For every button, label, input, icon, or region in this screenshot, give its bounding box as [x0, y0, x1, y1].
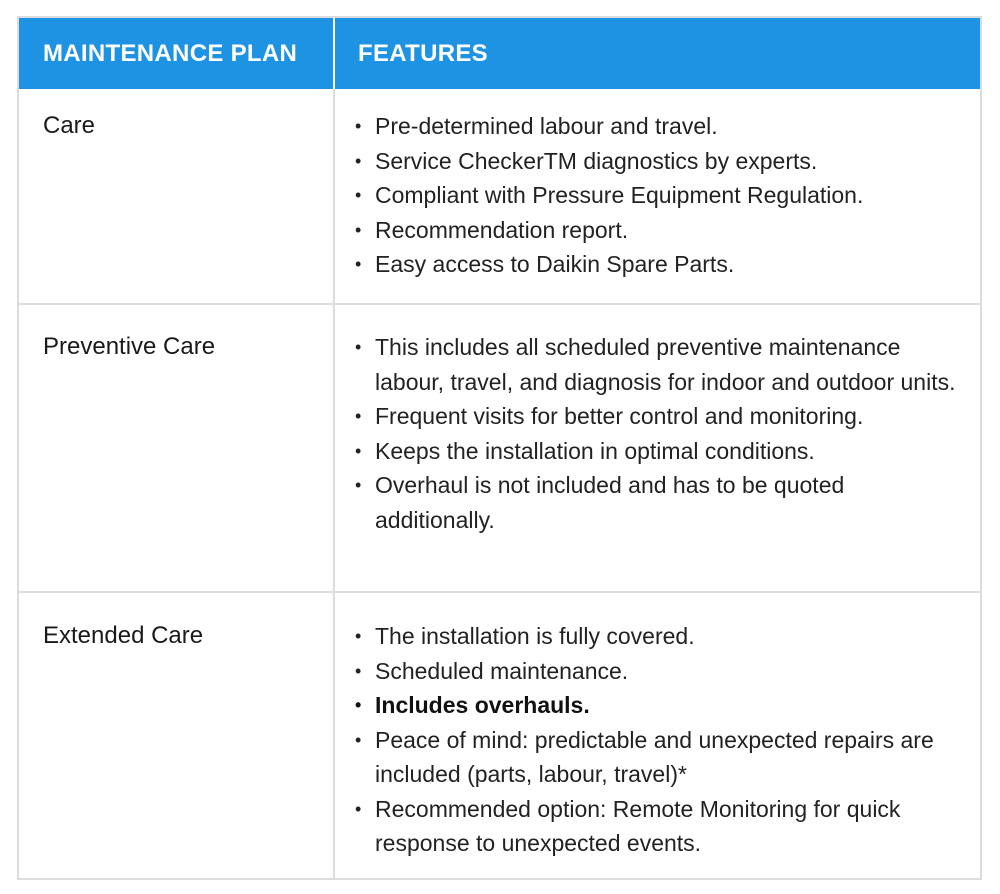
feature-list	[355, 619, 970, 861]
feature-item-highlight: • Includes overhauls.	[355, 688, 970, 723]
feature-item: • Scheduled maintenance.	[355, 654, 970, 689]
feature-cell	[335, 305, 980, 591]
plan-name: Preventive Care	[19, 305, 335, 591]
feature-item: • Frequent visits for better control and monitoring.	[355, 399, 970, 434]
feature-list	[355, 330, 970, 537]
table-row-extended-care	[19, 591, 980, 878]
feature-item: • Service CheckerTM diagnostics by experts.	[355, 144, 970, 179]
header-cell-plan	[19, 18, 335, 89]
header-plan-label: MAINTENANCE PLAN	[43, 39, 298, 67]
feature-item: • Recommended option: Remote Monitoring for quick response to unexpected events.	[355, 792, 970, 861]
feature-cell	[335, 593, 980, 878]
table-header	[19, 18, 980, 89]
feature-item: • Overhaul is not included and has to be quoted additionally.	[355, 468, 970, 537]
maintenance-plan-table	[17, 16, 982, 880]
feature-item: • Keeps the installation in optimal conditions.	[355, 434, 970, 469]
feature-list	[355, 109, 970, 282]
feature-item: • Easy access to Daikin Spare Parts.	[355, 247, 970, 282]
plan-name: Extended Care	[19, 593, 335, 878]
feature-item: • Peace of mind: predictable and unexpected repairs are included (parts, labour, travel)*	[355, 723, 970, 792]
feature-item: • The installation is fully covered.	[355, 619, 970, 654]
header-features-label: FEATURES	[358, 39, 488, 67]
plan-name: Care	[19, 89, 335, 303]
feature-cell	[335, 89, 980, 303]
table-row-preventive-care	[19, 303, 980, 591]
header-cell-features	[335, 18, 980, 89]
feature-item: • Pre-determined labour and travel.	[355, 109, 970, 144]
feature-item: • Compliant with Pressure Equipment Regulation.	[355, 178, 970, 213]
feature-item: • Recommendation report.	[355, 213, 970, 248]
feature-item: • This includes all scheduled preventive maintenance labour, travel, and diagnosis for indoor and outdoor units.	[355, 330, 970, 399]
table-row-care	[19, 89, 980, 303]
